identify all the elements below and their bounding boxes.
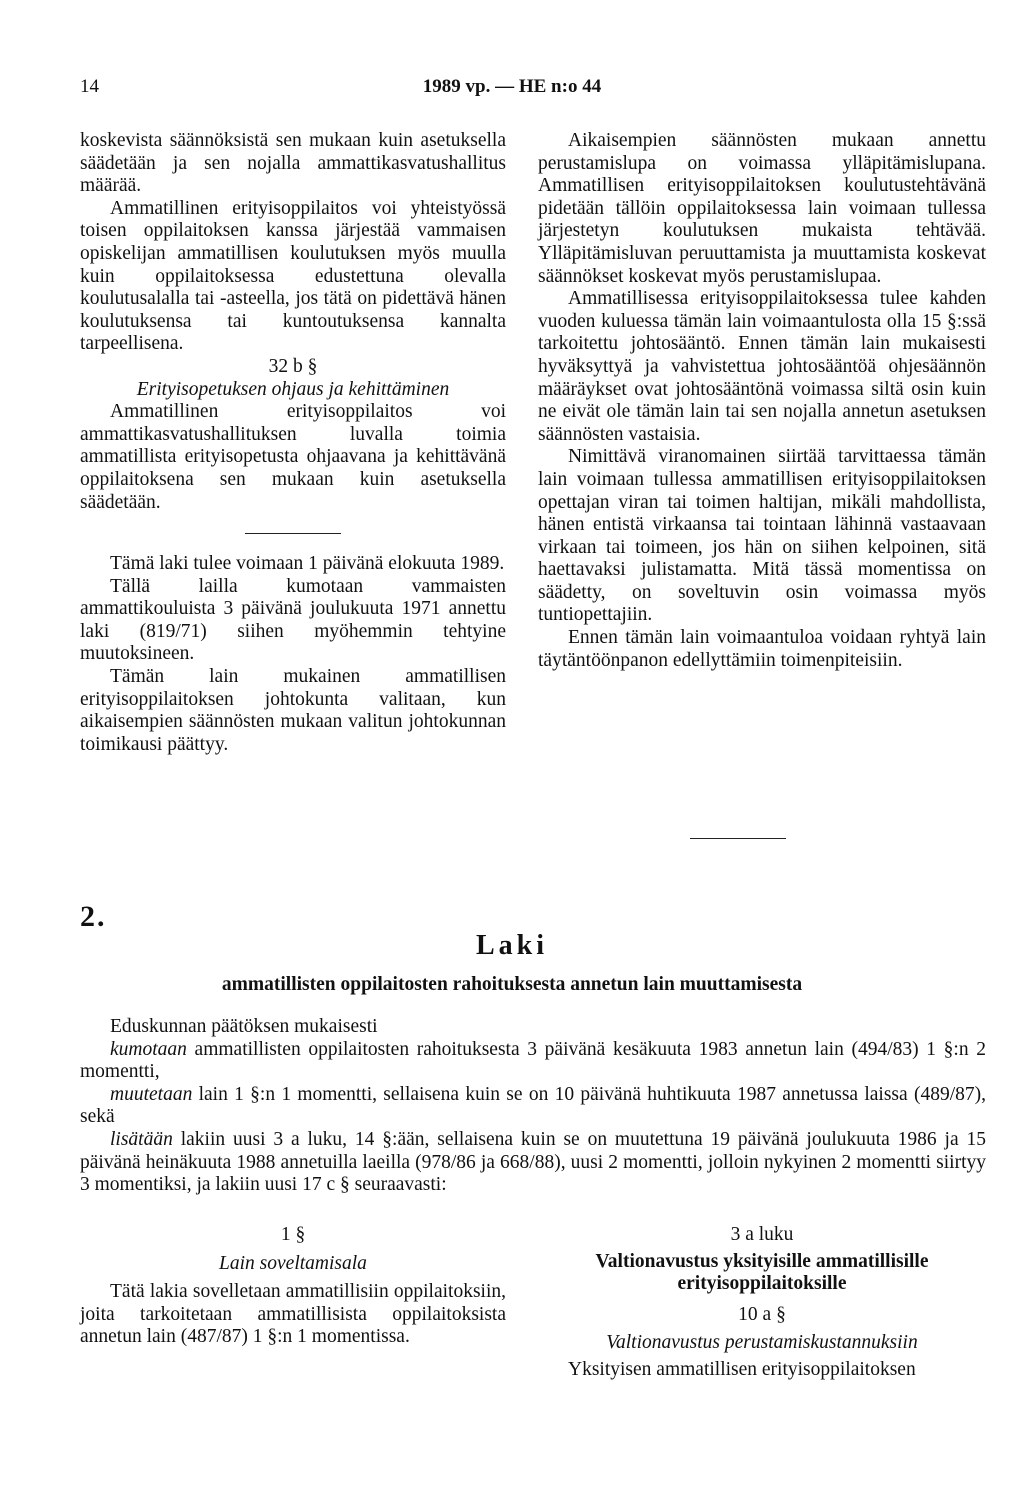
paragraph: Ennen tämän lain voimaantuloa voidaan ryhtyä lain täytäntöönpanon edellyttämiin toimenpiteisiin. [538, 627, 986, 671]
page-header [80, 76, 944, 100]
section-number: 1 § [280, 1224, 306, 1245]
section-heading: Lain soveltamisala [219, 1252, 367, 1274]
paragraph: Tämä laki tulee voimaan 1 päivänä elokuuta 1989. [110, 553, 505, 575]
keyword-muutetaan: muutetaan [110, 1083, 193, 1105]
lower-left-column [80, 1224, 506, 1349]
paragraph: Tämän lain mukainen ammatillisen erityisoppilaitoksen johtokunta valitaan, kun aikaisempien säännösten mukaan valitun johtokunnan toimikausi päättyy. [80, 666, 506, 755]
lower-right-column [538, 1224, 986, 1382]
section-number: 10 a § [738, 1303, 786, 1325]
section-number: 32 b § [268, 355, 318, 377]
preamble-lisataan [80, 1129, 986, 1197]
left-column [80, 130, 506, 756]
paragraph: Aikaisempien säännösten mukaan annettu perustamislupa on voimassa ylläpitämislupana. Ammatillisen erityisoppilaitoksen koulutustehtävänä pidetään tällöin oppilaitoksessa lain voimaan tullessa järjestetyn koulutuksen mukaista tehtävää. Ylläpitämisluvan peruuttamista ja muuttamista koskevat säännökset koskevat myös perustamislupaa. [538, 130, 986, 287]
paragraph: Tällä lailla kumotaan vammaisten ammattikouluista 3 päivänä joulukuuta 1971 annettu laki (819/71) siihen myöhemmin tehtyine muutoksineen. [80, 575, 506, 665]
keyword-lisataan: lisätään [110, 1128, 173, 1150]
law-title: Laki [475, 930, 549, 961]
paragraph: Ammatillisessa erityisoppilaitoksessa tulee kahden vuoden kuluessa tämän lain voimaantulosta olla 15 §:ssä tarkoitettu johtosääntö. Ennen tämän lain mukaisesti hyväksyttyä ja vahvistettua johtosääntöä ohjesäännön määräykset ovat johtosääntönä voimassa siltä osin kuin ne eivät ole tämän lain tai sen nojalla annetun asetuksen säännösten vastaisia. [538, 288, 986, 445]
end-divider [690, 838, 786, 839]
page-number: 14 [80, 76, 99, 97]
divider [245, 533, 341, 534]
preamble-kumotaan-text: ammatillisten oppilaitosten rahoituksesta 3 päivänä kesäkuuta 1983 annetun lain (494/83) 1 §:n 2 momentti, [80, 1038, 986, 1083]
paragraph: Nimittävä viranomainen siirtää tarvittaessa tämän lain voimaan tullessa ammatillisen erityisoppilaitoksen opettajan viran tai toimen haltijan, mikäli mahdollista, hänen entistä virkaansa tai tointaan lähinnä vastaavaan virkaan tai toimeen, jos hän on siihen kelpoinen, sitä haettavaksi julistamatta. Mitä tässä momentissa on säädetty, on soveltuvin osin voimassa myös tuntiopettajiin. [538, 446, 986, 626]
law-subtitle: ammatillisten oppilaitosten rahoituksesta annetun lain muuttamisesta [221, 974, 803, 995]
chapter-title: Valtionavustus yksityisille ammatillisille erityisoppilaitoksille [595, 1250, 929, 1295]
header-title: 1989 vp. — HE n:o 44 [422, 76, 602, 97]
paragraph: koskevista säännöksistä sen mukaan kuin asetuksella säädetään ja sen nojalla ammattikasvatushallitus määrää. [80, 130, 506, 197]
keyword-kumotaan: kumotaan [110, 1038, 187, 1060]
preamble-lisataan-text: lakiin uusi 3 a luku, 14 §:ään, sellaisena kuin se on muutettuna 19 päivänä joulukuuta 1986 ja 15 päivänä heinäkuuta 1988 annetuilla laeilla (978/86 ja 668/88), uusi 2 momentti, jolloin nykyinen 2 momentti siirtyy 3 momentiksi, ja lakiin uusi 17 c § seuraavasti: [80, 1128, 986, 1196]
preamble-muutetaan [80, 1084, 986, 1129]
paragraph: Yksityisen ammatillisen erityisoppilaitoksen [568, 1358, 916, 1380]
law-preamble [80, 1016, 986, 1197]
section-heading: Erityisopetuksen ohjaus ja kehittäminen [136, 378, 450, 400]
section-heading: Valtionavustus perustamiskustannuksiin [606, 1332, 918, 1354]
preamble-muutetaan-text: lain 1 §:n 1 momentti, sellaisena kuin se on 10 päivänä huhtikuuta 1987 annetussa laissa (489/87), sekä [80, 1083, 986, 1128]
preamble-kumotaan [80, 1039, 986, 1084]
paragraph: Tätä lakia sovelletaan ammatillisiin oppilaitoksiin, joita tarkoitetaan ammatillisista oppilaitoksista annetun lain (487/87) 1 §:n 1 momentissa. [80, 1281, 506, 1348]
paragraph: Ammatillinen erityisoppilaitos voi yhteistyössä toisen oppilaitoksen kanssa järjestää vammaisen opiskelijan ammatillisen koulutuksen myös muulla kuin oppilaitoksessa edustettuna olevalla koulutusalalla tai -asteella, jos tätä on pidettävä hänen koulutuksensa tai kuntoutuksensa kannalta tarpeellisena. [80, 197, 506, 355]
right-column [538, 130, 986, 672]
law-number: 2. [80, 900, 107, 933]
chapter-number: 3 a luku [730, 1224, 794, 1245]
paragraph: Ammatillinen erityisoppilaitos voi ammattikasvatushallituksen luvalla toimia ammatillista erityisopetusta ohjaavana ja kehittävänä oppilaitoksena sen mukaan kuin asetuksella säädetään. [80, 401, 506, 513]
preamble-intro: Eduskunnan päätöksen mukaisesti [110, 1016, 378, 1037]
